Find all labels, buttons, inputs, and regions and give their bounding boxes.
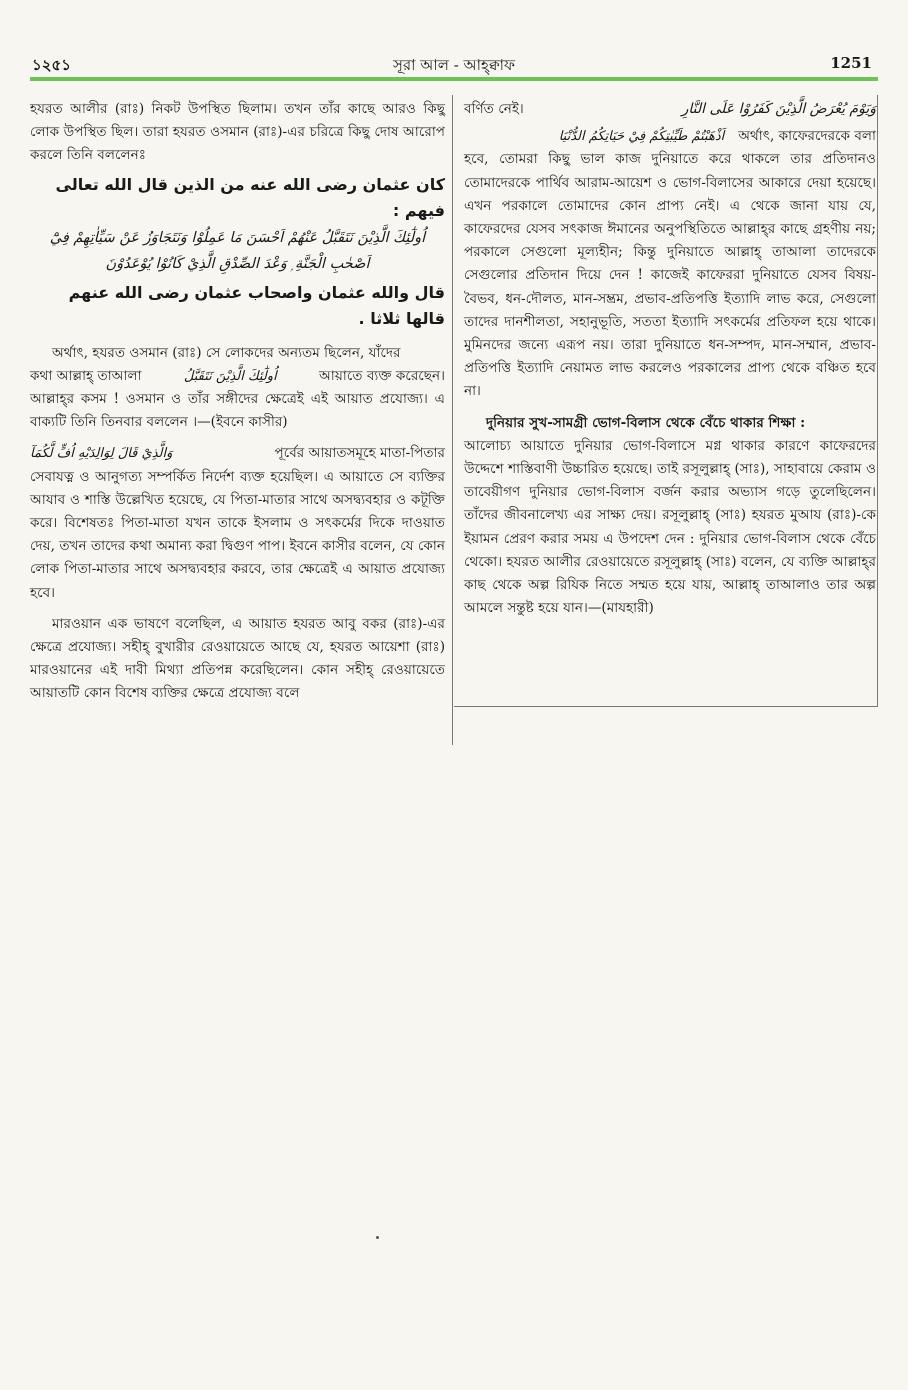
header-rule — [30, 77, 878, 81]
left-column — [30, 98, 445, 706]
quran-verse-line-1: اُولٰٓئِكَ الَّذِيْنَ نَتَقَبَّلُ عَنْهُمْ اَحْسَنَ مَا عَمِلُوْا وَنَتَجَاوَزُ عَنْ سَيِّاٰتِهِمْ فِيْٓ — [49, 229, 426, 246]
inline-quran-ref-4: اَذْهَبْتُمْ طَيِّبٰتِكُمْ فِيْ حَيَاتِكُمُ الدُّنْيَا — [558, 129, 725, 145]
arabic-quote-2: قال والله عثمان واصحاب عثمان رضى الله عنهم قالها ثلاثا . — [68, 282, 445, 328]
page-header — [20, 52, 888, 78]
page-number-latin: 1251 — [830, 54, 872, 72]
right-column — [464, 98, 876, 620]
right-verse-row-1 — [464, 98, 876, 121]
right-second-line-text: অর্থাৎ, কাফেরদেরকে বলা — [738, 128, 876, 145]
inline-quran-ref-2: وَالَّذِيْ قَالَ لِوَالِدَيْهِ اُفٍّ لَّكُمَآ — [30, 446, 173, 462]
right-verse-row-2 — [464, 125, 876, 148]
left-paragraph-2-verse-row — [30, 365, 445, 388]
left-paragraph-4: মারওয়ান এক ভাষণে বলেছিল, এ আয়াত হযরত আবু বকর (রাঃ)-এর ক্ষেত্রে প্রযোজ্য। সহীহ্ বুখারীর রেওয়ায়েতে আছে যে, হযরত আয়েশা (রাঃ) মারওয়ানের এই দাবী মিথ্যা প্রতিপন্ন করেছিলেন। কোন সহীহ্ রেওয়ায়েতে আয়াতটি কোন বিশেষ ব্যক্তির ক্ষেত্রে প্রযোজ্য বলে — [30, 615, 445, 702]
surah-title: সূরা আল - আহ্‌ক্বাফ — [392, 56, 515, 74]
right-frame-bottom — [454, 706, 878, 707]
left-paragraph-3: সেবাযত্ন ও আনুগত্য সম্পর্কিত নির্দেশ ব্যক্ত হয়েছিল। এ আয়াতে সে ব্যক্তির আযাব ও শাস্তি উল্লেখিত হয়েছে, যে পিতা-মাতার সাথে অসদ্ব্যবহার ও কটূক্তি করে। বিশেষতঃ পিতা-মাতা যখন তাকে ইসলাম ও সৎকর্মের দিকে দাওয়াত দেয়, তখন তাদের কথা অমান্য করা দ্বিগুণ পাপ। ইবনে কাসীর বলেন, যে কোন লোক পিতা-মাতার সাথে অসদ্ব্যবহার করবে, তার ক্ষেত্রেই এ আয়াত প্রযোজ্য হবে। — [30, 468, 445, 601]
column-divider — [452, 95, 453, 745]
left-paragraph-2-end: আল্লাহ্‌র কসম ! ওসমান ও তাঁর সঙ্গীদের ক্ষেত্রেই এই আয়াত প্রযোজ্য। এ বাক্যটি তিনি তিনবার বললেন ।—(ইবনে কাসীর) — [30, 391, 445, 431]
right-paragraph-1: হবে, তোমরা কিছু ভাল কাজ দুনিয়াতে করে থাকলে তার প্রতিদানও তোমাদেরকে পার্থিব আরাম-আয়েশ ও ভোগ-বিলাসের আকারে দেয়া হয়েছে। এখন পরকালে তোমাদের কোন প্রাপ্য নেই। এ থেকে জানা যায় যে, কাফেরদের যেসব সৎকাজ ঈমানের অনুপস্থিতিতে আল্লাহ্‌র কাছে গ্রহণীয় নয়; পরকালে সেগুলো মূল্যহীন; কিন্তু দুনিয়াতে আল্লাহ্ তাআলা তাদেরকে সেগুলোর প্রতিদান দিয়ে দেন ! কাজেই কাফেররা দুনিয়াতে যেসব বিষয়-বৈভব, ধন-দৌলত, মান-সম্ভ্রম, প্রভাব-প্রতিপত্তি ইত্যাদি লাভ করে, সেগুলো তাদের দানশীলতা, সহানুভূতি, সততা ইত্যাদি সৎকর্মের প্রতিফল হয়ে থাকে। মুমিনদের জন্যে এরূপ নয়। তারা দুনিয়াতে ধন-সম্পদ, মান-সম্মান, প্রভাব-প্রতিপত্তি ইত্যাদি নেয়ামত লাভ করলেও পরকালের প্রাপ্য থেকে বঞ্চিত হবে না। — [464, 151, 876, 400]
right-first-line-text: বর্ণিত নেই। — [464, 101, 524, 117]
right-frame-edge — [877, 95, 878, 707]
left-paragraph-3-verse-row — [30, 442, 445, 465]
right-paragraph-2: আলোচ্য আয়াতে দুনিয়ার ভোগ-বিলাসে মগ্ন থাকার কারণে কাফেরদের উদ্দেশে শাস্তিবাণী উচ্চারিত হয়েছে। তাই রসূলুল্লাহ্ (সাঃ), সাহাবায়ে কেরাম ও তাবেয়ীগণ দুনিয়ার ভোগ-বিলাস বর্জন করার অভ্যাস গড়ে তুলেছিলেন। তাঁদের জীবনালেখ্য এর সাক্ষ্য দেয়। রসূলুল্লাহ্ (সাঃ) হযরত মুআয (রাঃ)-কে ইয়ামন প্রেরণ করার সময় এ উপদেশ দেন : দুনিয়ার ভোগ-বিলাস থেকে বেঁচে থেকো। হযরত আলীর রেওয়ায়েতে রসূলুল্লাহ্ (সাঃ) বলেন, যে ব্যক্তি আল্লাহ্‌র কাছ থেকে অল্প রিযিক নিতে সম্মত হয়ে যায়, আল্লাহ্ তাআলাও তার অল্প আমলে সন্তুষ্ট হয়ে যান।—(মাযহারী) — [464, 437, 876, 617]
ink-speck — [376, 1236, 379, 1239]
verse-outro-text: আয়াতে ব্যক্ত করেছেন। — [319, 367, 445, 384]
page-number-bengali: ১২৫১ — [32, 56, 71, 74]
inline-quran-ref-3: وَيَوْمَ يُعْرَضُ الَّذِيْنَ كَفَرُوْا عَلَى النَّارِ — [681, 101, 876, 117]
arabic-quote-1: كان عثمان رضى الله عنه من الذين قال الله تعالى فيهم : — [55, 174, 445, 220]
verse-intro-text: কথা আল্লাহ্ তাআলা — [30, 367, 142, 384]
inline-quran-ref-1: اُولٰٓئِكَ الَّذِيْنَ نَتَقَبَّلُ — [183, 368, 277, 384]
left-paragraph-2-start: অর্থাৎ, হযরত ওসমান (রাঃ) সে লোকদের অন্যতম ছিলেন, যাঁদের — [52, 344, 401, 361]
section-heading: দুনিয়ার সুখ-সামগ্রী ভোগ-বিলাস থেকে বেঁচে থাকার শিক্ষা : — [486, 414, 806, 431]
paragraph-3-first-line: পূর্বের আয়াতসমূহে মাতা-পিতার — [274, 445, 445, 462]
quran-verse-line-2: اَصْحٰبِ الْجَنَّةِ ۭ وَعْدَ الصِّدْقِ الَّذِيْ كَانُوْا يُوْعَدُوْنَ — [105, 255, 370, 272]
left-paragraph-1: হযরত আলীর (রাঃ) নিকট উপস্থিত ছিলাম। তখন তাঁর কাছে আরও কিছু লোক উপস্থিত ছিল। তারা হযরত ওসমান (রাঃ)-এর চরিত্রে কিছু দোষ আরোপ করলে তিনি বললেনঃ — [30, 101, 445, 164]
